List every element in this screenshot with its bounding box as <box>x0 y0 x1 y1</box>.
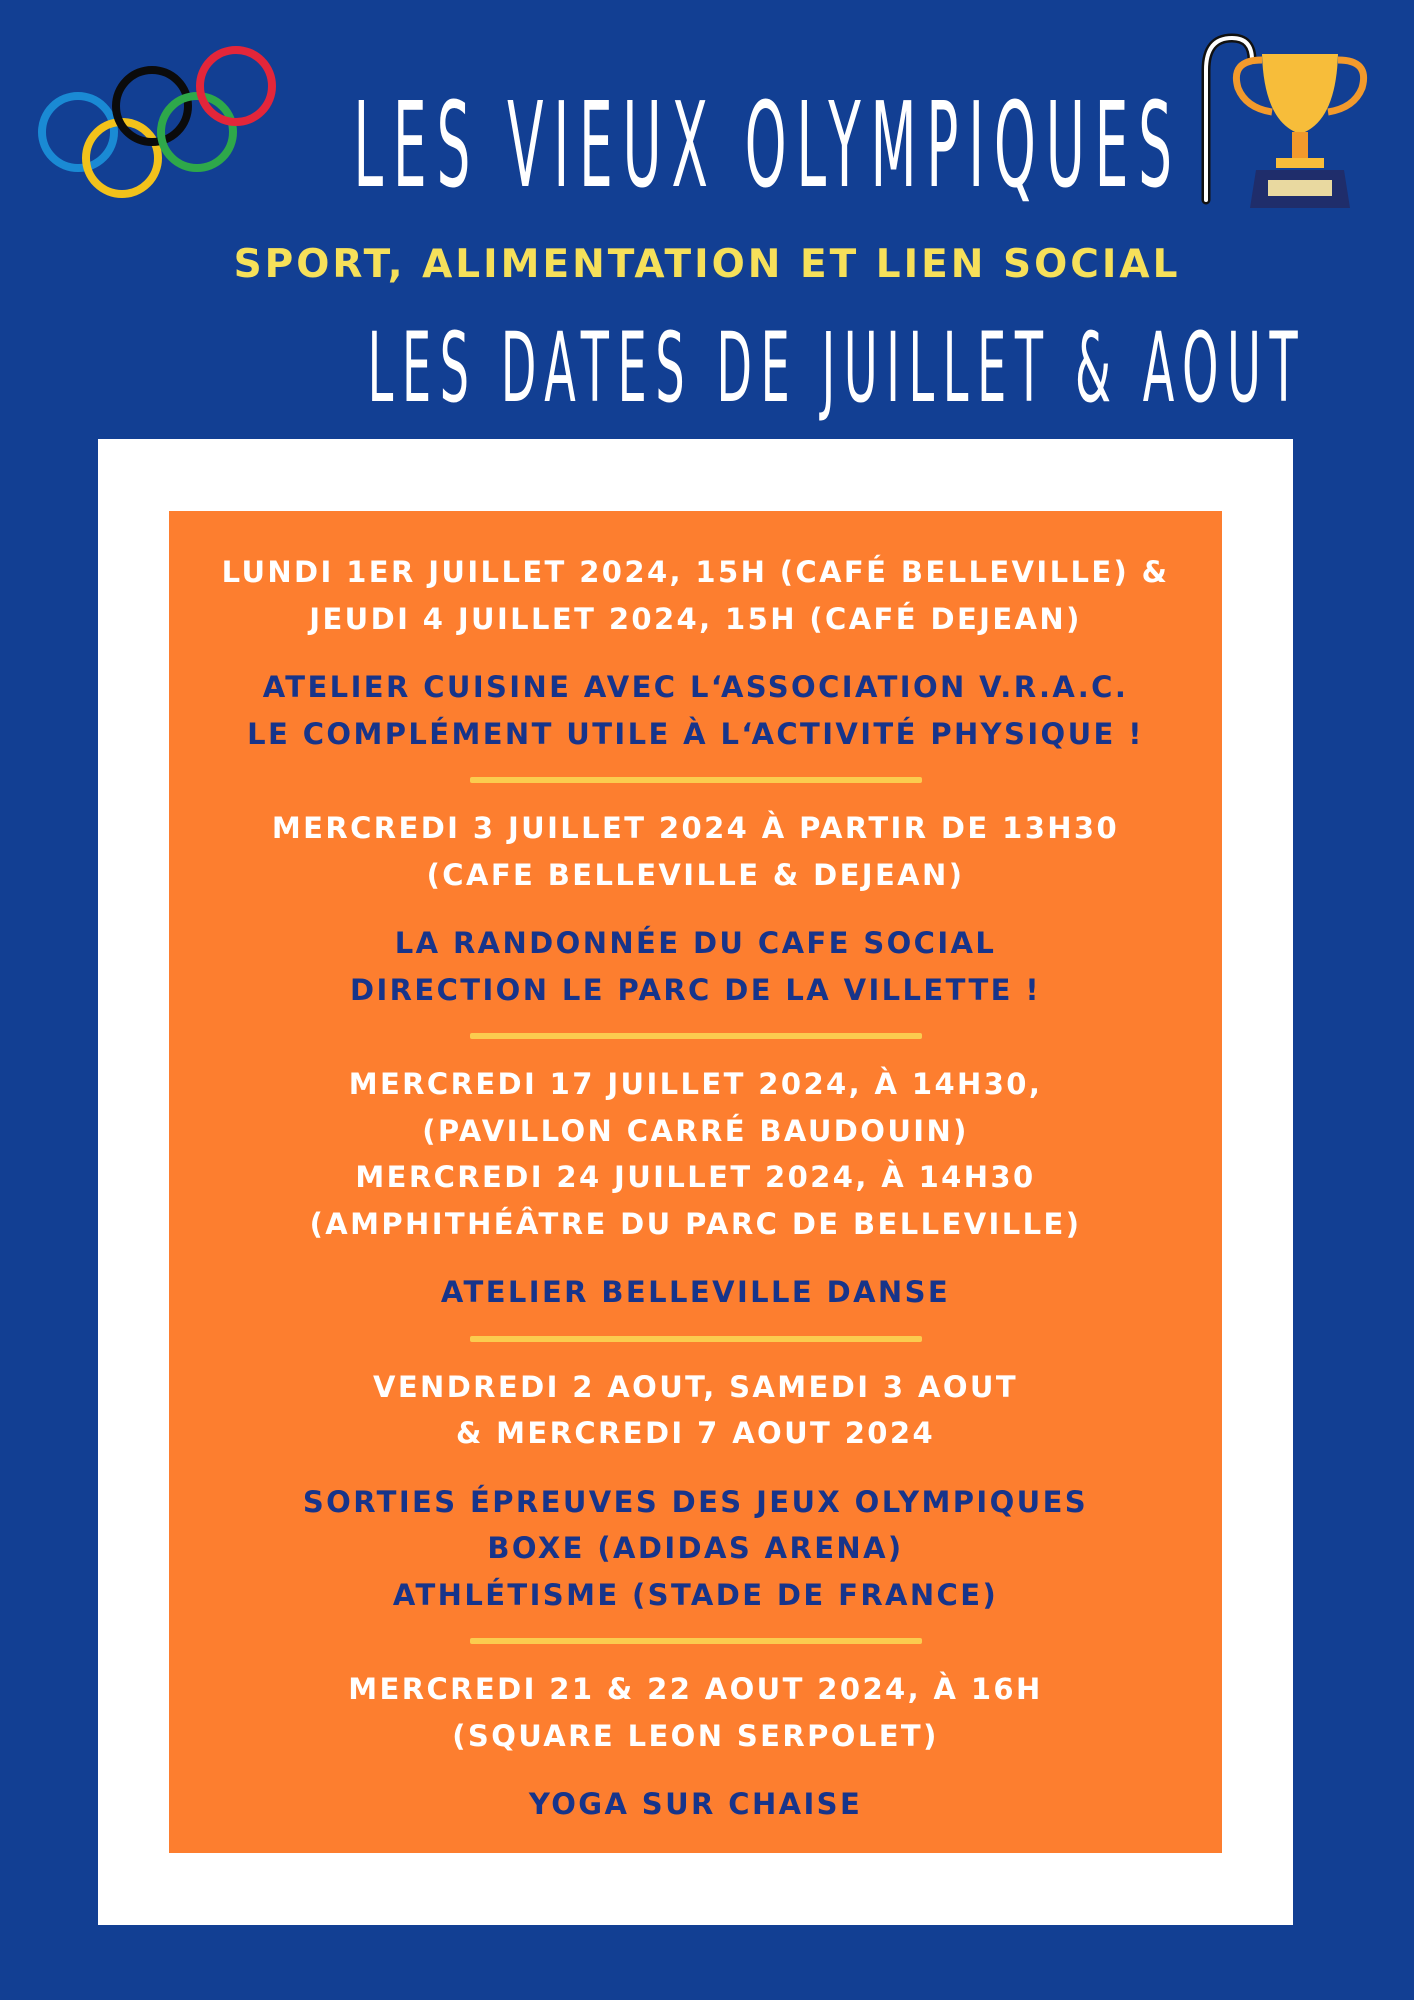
event-date-line: MERCREDI 3 JUILLET 2024 À PARTIR DE 13H30 <box>271 811 1120 845</box>
event-activity <box>169 920 1222 1013</box>
trophy-with-cane-icon <box>1200 30 1375 220</box>
event-date <box>169 1364 1222 1457</box>
event-item <box>169 1666 1222 1828</box>
event-activity-line: YOGA SUR CHAISE <box>528 1787 863 1821</box>
event-item <box>169 1364 1222 1619</box>
poster-subtitle: SPORT, ALIMENTATION ET LIEN SOCIAL <box>233 242 1181 287</box>
event-date-line: MERCREDI 24 JUILLET 2024, À 14H30 <box>355 1160 1036 1194</box>
event-activity-line: SORTIES ÉPREUVES DES JEUX OLYMPIQUES <box>302 1484 1089 1519</box>
event-activity-line: ATHLÉTISME (STADE DE FRANCE) <box>392 1577 999 1612</box>
event-activity-line: BOXE (ADIDAS ARENA) <box>487 1531 904 1565</box>
event-activity <box>169 1781 1222 1828</box>
event-activity-line: DIRECTION LE PARC DE LA VILLETTE ! <box>350 972 1041 1007</box>
separator-line <box>470 1336 922 1342</box>
olympic-rings-icon <box>22 42 284 202</box>
poster-title: LES VIEUX OLYMPIQUES <box>353 76 1182 214</box>
event-item <box>169 1061 1222 1316</box>
event-date-line: (CAFE BELLEVILLE & DEJEAN) <box>426 857 965 892</box>
event-list <box>169 549 1222 1828</box>
event-date-line: MERCREDI 21 & 22 AOUT 2024, À 16H <box>348 1672 1043 1706</box>
separator-line <box>470 1638 922 1644</box>
event-date <box>169 549 1222 642</box>
separator-line <box>470 1033 922 1039</box>
event-activity <box>169 1479 1222 1619</box>
dates-title: LES DATES DE JUILLET & AOUT <box>367 312 1307 424</box>
event-item <box>169 549 1222 757</box>
event-date-line: (PAVILLON CARRÉ BAUDOUIN) <box>422 1113 969 1148</box>
event-date <box>169 1061 1222 1247</box>
event-date <box>169 805 1222 898</box>
event-date-line: & MERCREDI 7 AOUT 2024 <box>455 1416 936 1450</box>
event-date-line: (SQUARE LEON SERPOLET) <box>452 1718 939 1753</box>
event-activity-line: ATELIER BELLEVILLE DANSE <box>440 1275 951 1309</box>
event-date-line: MERCREDI 17 JUILLET 2024, À 14H30, <box>348 1067 1043 1101</box>
event-activity <box>169 1269 1222 1316</box>
event-item <box>169 805 1222 1013</box>
event-activity <box>169 664 1222 757</box>
event-date-line: JEUDI 4 JUILLET 2024, 15H (CAFÉ DEJEAN) <box>309 601 1082 636</box>
event-activity-line: LE COMPLÉMENT UTILE À L‘ACTIVITÉ PHYSIQUE ! <box>247 716 1144 751</box>
event-activity-line: LA RANDONNÉE DU CAFE SOCIAL <box>394 926 997 960</box>
event-date-line: (AMPHITHÉÂTRE DU PARC DE BELLEVILLE) <box>309 1206 1082 1241</box>
event-date-line: VENDREDI 2 AOUT, SAMEDI 3 AOUT <box>372 1369 1019 1404</box>
event-date <box>169 1666 1222 1759</box>
separator-line <box>470 777 922 783</box>
event-date-line: LUNDI 1ER JUILLET 2024, 15H (CAFÉ BELLEVILLE) & <box>221 555 1170 589</box>
schedule-panel <box>169 511 1222 1853</box>
event-activity-line: ATELIER CUISINE AVEC L‘ASSOCIATION V.R.A.C. <box>262 670 1129 704</box>
